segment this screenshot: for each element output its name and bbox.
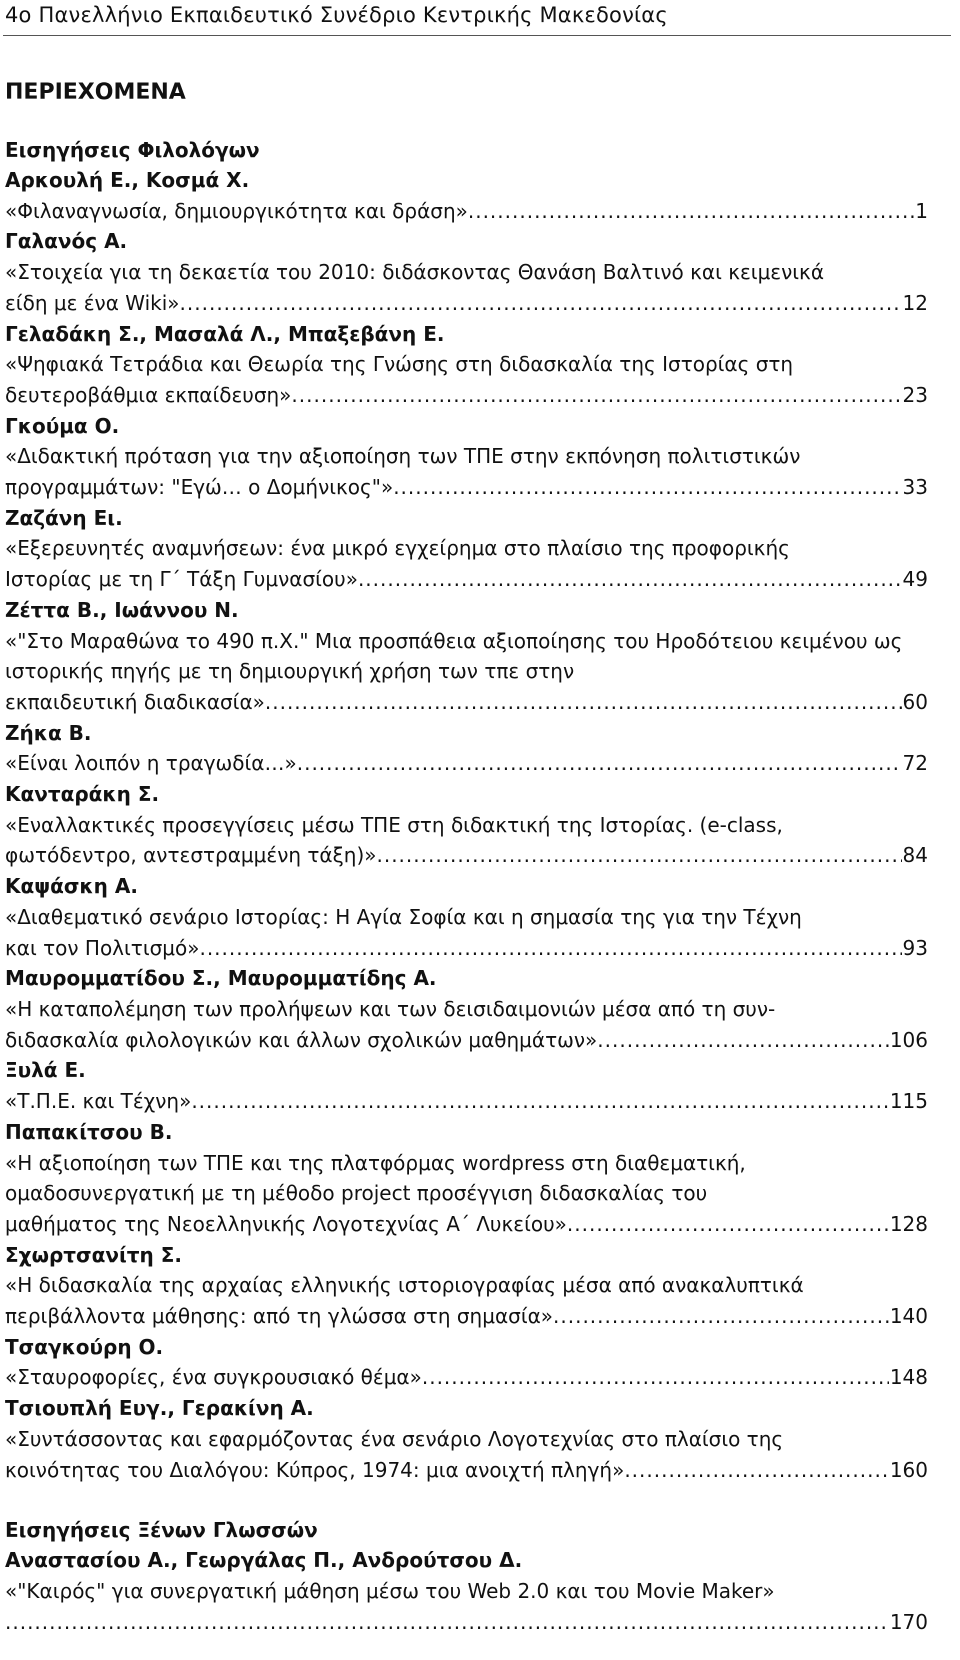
section-title: Εισηγήσεις Ξένων Γλωσσών <box>5 1518 318 1543</box>
entry-title-last-line: είδη με ένα Wiki» <box>5 290 180 315</box>
page-number: 23 <box>902 382 928 407</box>
toc-entry[interactable] <box>5 319 928 411</box>
page-number: 148 <box>889 1365 928 1390</box>
entry-leader-line <box>5 748 928 779</box>
page-number: 170 <box>889 1609 928 1634</box>
dot-leader <box>358 564 902 595</box>
dot-leader <box>567 1209 889 1240</box>
page-number: 72 <box>902 751 928 776</box>
section-spacer <box>5 108 928 135</box>
toc-entry[interactable] <box>5 1393 928 1485</box>
entry-leader-line <box>5 1025 928 1056</box>
entry-title-text: «Συντάσσοντας και εφαρμόζοντας ένα σενάριο Λογοτεχνίας στο πλαίσιο της <box>5 1426 784 1451</box>
page-number: 93 <box>902 935 928 960</box>
entry-title-text: «Εναλλακτικές προσεγγίσεις μέσω ΤΠΕ στη διδακτική της Ιστορίας. (e-class, <box>5 812 783 837</box>
entry-title-text: «Η διδασκαλία της αρχαίας ελληνικής ιστοριογραφίας μέσα από ανακαλυπτικά <box>5 1273 804 1298</box>
entry-authors: Ζήκα Β. <box>5 720 92 745</box>
entry-leader-line <box>5 1455 928 1486</box>
entry-title-text: «Διδακτική πρόταση για την αξιοποίηση των ΤΠΕ στην εκπόνηση πολιτιστικών <box>5 444 801 469</box>
toc-entry[interactable] <box>5 1240 928 1332</box>
entry-title-last-line: φωτόδεντρο, αντεστραμμένη τάξη)» <box>5 843 377 868</box>
entry-title-last-line: μαθήματος της Νεοελληνικής Λογοτεχνίας Α΄ Λυκείου» <box>5 1211 567 1236</box>
entry-authors: Αναστασίου Α., Γεωργάλας Π., Ανδρούτσου Δ. <box>5 1548 523 1573</box>
entry-authors: Παπακίτσου Β. <box>5 1119 173 1144</box>
entry-leader-line <box>5 288 928 319</box>
entry-title-text: «"Καιρός" για συνεργατική μάθηση μέσω του Web 2.0 και του Movie Maker» <box>5 1578 775 1603</box>
entry-title-text: «Διαθεματικό σενάριο Ιστορίας: Η Αγία Σοφία και η σημασία της για την Τέχνη <box>5 904 802 929</box>
entry-leader-line <box>5 1607 928 1638</box>
entry-leader-line <box>5 472 928 503</box>
entry-title-text: «"Στο Μαραθώνα το 490 π.Χ." Μια προσπάθεια αξιοποίησης του Ηροδότειου κειμένου ως ιστορικής πηγής με τη δημιουργική χρήση των τπε στην <box>5 628 903 684</box>
dot-leader <box>265 687 902 718</box>
page-number: 115 <box>889 1089 928 1114</box>
entry-leader-line <box>5 1301 928 1332</box>
entry-authors: Σχωρτσανίτη Σ. <box>5 1242 182 1267</box>
page-number: 140 <box>889 1304 928 1329</box>
entry-title-last-line: και τον Πολιτισμό» <box>5 935 200 960</box>
entry-leader-line <box>5 840 928 871</box>
entry-leader-line <box>5 1362 928 1393</box>
entry-authors: Αρκουλή Ε., Κοσμά Χ. <box>5 168 250 192</box>
section-spacer <box>5 1485 928 1515</box>
dot-leader <box>199 933 901 964</box>
header-rule <box>3 35 951 36</box>
toc-entry[interactable] <box>5 226 928 318</box>
entry-title-text: «Στοιχεία για τη δεκαετία του 2010: διδάσκοντας Θανάση Βαλτινό και κειμενικά <box>5 260 825 285</box>
entry-title-last-line: «Φιλαναγνωσία, δημιουργικότητα και δράση» <box>5 198 468 223</box>
page-number: 160 <box>889 1457 928 1482</box>
entry-leader-line <box>5 1086 928 1117</box>
entry-title-last-line: περιβάλλοντα μάθησης: από τη γλώσσα στη σημασία» <box>5 1304 554 1329</box>
entry-title-last-line: Ιστορίας με τη Γ΄ Τάξη Γυμνασίου» <box>5 567 358 592</box>
dot-leader <box>297 748 902 779</box>
section-title: Εισηγήσεις Φιλολόγων <box>5 138 260 162</box>
entry-authors: Ζέττα Β., Ιωάννου Ν. <box>5 597 239 622</box>
entry-authors: Μαυρομματίδου Σ., Μαυρομματίδης Α. <box>5 966 437 991</box>
entry-title-last-line: προγραμμάτων: "Εγώ… ο Δομήνικος"» <box>5 475 394 500</box>
entry-authors: Καψάσκη Α. <box>5 874 138 899</box>
page-number: 60 <box>902 689 928 714</box>
entry-leader-line <box>5 564 928 595</box>
toc-entry[interactable] <box>5 963 928 1055</box>
entry-authors: Γελαδάκη Σ., Μασαλά Λ., Μπαξεβάνη Ε. <box>5 321 445 346</box>
dot-leader <box>597 1025 889 1056</box>
entry-title-last-line: «Είναι λοιπόν η τραγωδία…» <box>5 751 297 776</box>
entry-leader-line <box>5 196 928 227</box>
toc-entry[interactable] <box>5 718 928 779</box>
toc-entry[interactable] <box>5 779 928 871</box>
entry-title-text: «Ψηφιακά Τετράδια και Θεωρία της Γνώσης στη διδασκαλία της Ιστορίας στη <box>5 352 794 377</box>
dot-leader <box>422 1362 889 1393</box>
toc-entry[interactable] <box>5 165 928 226</box>
page-number: 84 <box>902 843 928 868</box>
dot-leader <box>191 1086 888 1117</box>
toc-entry[interactable] <box>5 1117 928 1240</box>
table-of-contents <box>5 78 928 1637</box>
entry-leader-line <box>5 687 928 718</box>
toc-sections <box>5 108 928 1637</box>
toc-entry[interactable] <box>5 871 928 963</box>
page-number: 128 <box>889 1211 928 1236</box>
dot-leader <box>291 380 901 411</box>
entry-authors: Ζαζάνη Ει. <box>5 505 123 530</box>
entry-title-last-line: διδασκαλία φιλολογικών και άλλων σχολικών μαθημάτων» <box>5 1027 598 1052</box>
entry-authors: Κανταράκη Σ. <box>5 782 160 807</box>
toc-entry[interactable] <box>5 595 928 718</box>
entry-authors: Ξυλά Ε. <box>5 1058 86 1083</box>
dot-leader <box>5 1607 889 1638</box>
entry-authors: Γκούμα Ο. <box>5 413 120 438</box>
dot-leader <box>393 472 901 503</box>
page-number: 106 <box>889 1027 928 1052</box>
page-number: 12 <box>902 290 928 315</box>
toc-entry[interactable] <box>5 503 928 595</box>
entry-authors: Γαλανός Α. <box>5 229 128 254</box>
entry-authors: Τσαγκούρη Ο. <box>5 1334 164 1359</box>
entry-leader-line <box>5 1209 928 1240</box>
dot-leader <box>376 840 901 871</box>
dot-leader <box>624 1455 888 1486</box>
dot-leader <box>180 288 902 319</box>
entry-title-text: «Η αξιοποίηση των ΤΠΕ και της πλατφόρμας wordpress στη διαθεματική, ομαδοσυνεργατική με τη μέθοδο project προσέγγιση διδασκαλίας του <box>5 1150 746 1206</box>
entry-title-text: «Η καταπολέμηση των προλήψεων και των δεισιδαιμονιών μέσα από τη συν- <box>5 996 776 1021</box>
dot-leader <box>553 1301 889 1332</box>
page-number: 1 <box>915 198 928 223</box>
entry-title-last-line: δευτεροβάθμια εκπαίδευση» <box>5 382 292 407</box>
page-number: 49 <box>902 567 928 592</box>
toc-entry[interactable] <box>5 1332 928 1393</box>
entry-title-last-line: «Σταυροφορίες, ένα συγκρουσιακό θέμα» <box>5 1365 422 1390</box>
running-header: 4ο Πανελλήνιο Εκπαιδευτικό Συνέδριο Κεντρικής Μακεδονίας <box>5 3 668 27</box>
dot-leader <box>468 196 914 227</box>
entry-title-last-line: «Τ.Π.Ε. και Τέχνη» <box>5 1089 192 1114</box>
toc-entry[interactable] <box>5 1545 928 1637</box>
entry-title-last-line: κοινότητας του Διαλόγου: Κύπρος, 1974: μια ανοιχτή πληγή» <box>5 1457 625 1482</box>
entry-title-text: «Εξερευνητές αναμνήσεων: ένα μικρό εγχείρημα στο πλαίσιο της προφορικής <box>5 536 790 561</box>
entry-authors: Τσιουπλή Ευγ., Γερακίνη Α. <box>5 1396 314 1421</box>
entry-leader-line <box>5 933 928 964</box>
toc-heading: ΠΕΡΙΕΧΟΜΕΝΑ <box>5 80 186 105</box>
entry-title-last-line: εκπαιδευτική διαδικασία» <box>5 689 265 714</box>
toc-entry[interactable] <box>5 411 928 503</box>
page-number: 33 <box>902 475 928 500</box>
toc-entry[interactable] <box>5 1055 928 1116</box>
entry-leader-line <box>5 380 928 411</box>
